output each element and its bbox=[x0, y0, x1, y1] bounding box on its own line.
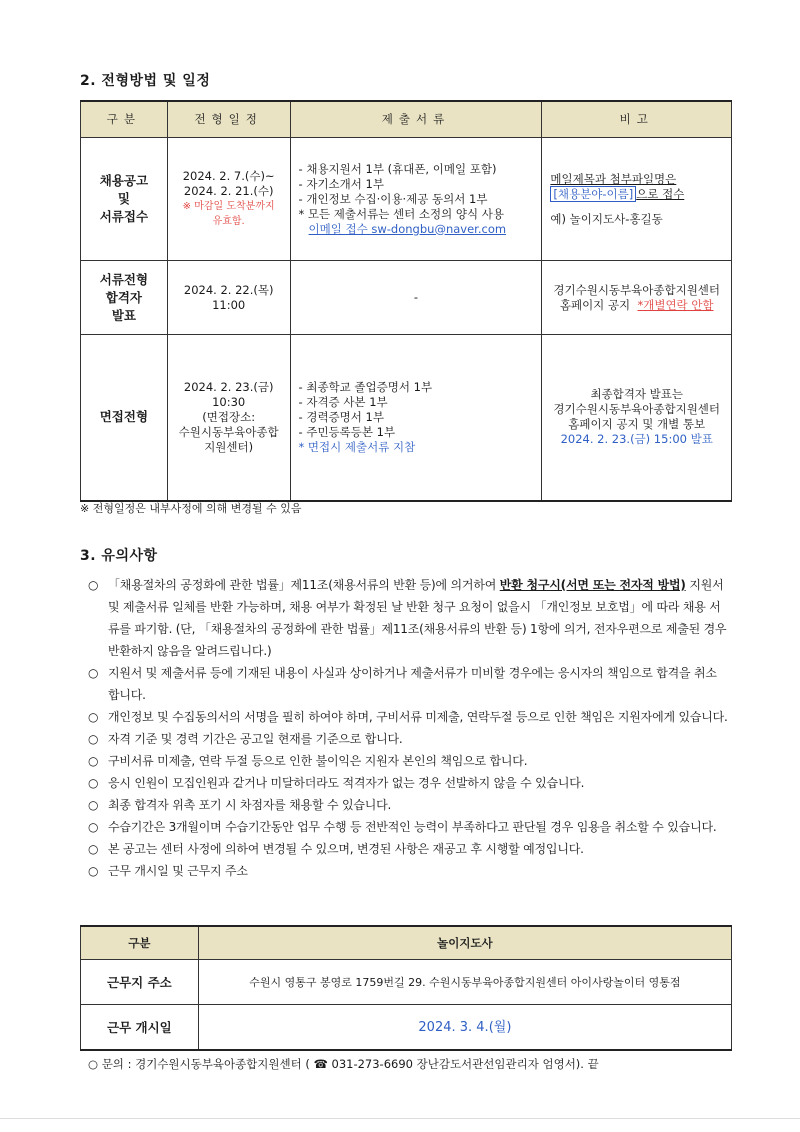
schedule-cell: 2024. 2. 7.(수)~ 2024. 2. 21.(수) ※ 마감일 도착분까지 유효함. bbox=[167, 138, 290, 261]
list-item: ○ 응시 인원이 모집인원과 같거나 미달하더라도 적격자가 없는 경우 선발하지 않을 수 있습니다. bbox=[88, 776, 585, 790]
list-item: ○ 「채용절차의 공정화에 관한 법률」제11조(채용서류의 반환 등)에 의거하여 반환 청구시(서면 또는 전자적 방법) 지원서 및 제출서류 일체를 반환 가능하며, 채용 여부가 확정된 날 반환 청구 요청이 없을시 「개인정보 보호법」에 따라 채용 서류를 파기함. (단, 「채용절차의 공정화에 관한 법률」제11조(채용서류의 반환 등) 1항에 의거, 전자우편으로 제출된 경우 반환하지 않음을 알려드립니다.) bbox=[88, 578, 727, 658]
list-item: ○ 수습기간은 3개월이며 수습기간동안 업무 수행 등 전반적인 능력이 부족하다고 판단될 경우 임용을 취소할 수 있습니다. bbox=[88, 820, 717, 834]
workplace-table bbox=[80, 925, 732, 1051]
section-2-title: 2. 전형방법 및 일정 bbox=[80, 73, 211, 89]
notice-list bbox=[88, 574, 728, 882]
category-cell: 서류전형 합격자 발표 bbox=[81, 261, 168, 335]
list-item: ○ 최종 합격자 위촉 포기 시 차점자를 채용할 수 있습니다. bbox=[88, 798, 392, 812]
remarks-cell: 경기수원시동부육아종합지원센터 홈페이지 공지 *개별연락 안함 bbox=[542, 261, 732, 335]
list-item: ○ 구비서류 미제출, 연락 두절 등으로 인한 불이익은 지원자 본인의 책임으로 합니다. bbox=[88, 754, 528, 768]
header-category: 구분 bbox=[81, 101, 168, 138]
remarks-cell: 메일제목과 첨부파일명은 [채용분야-이름] 으로 접수 예) 놀이지도사-홍길동 bbox=[542, 138, 732, 261]
schedule-table bbox=[80, 100, 732, 502]
documents-cell: - 채용지원서 1부 (휴대폰, 이메일 포함) - 자기소개서 1부 - 개인정보 수집·이용·제공 동의서 1부 * 모든 제출서류는 센터 소정의 양식 사용 이메일 접수 sw-dongbu@naver.com bbox=[290, 138, 542, 261]
schedule-note: ※ 전형일정은 내부사정에 의해 변경될 수 있음 bbox=[80, 502, 302, 515]
header-documents: 제출서류 bbox=[290, 101, 542, 138]
table-row bbox=[81, 960, 732, 1005]
schedule-cell: 2024. 2. 22.(목) 11:00 bbox=[167, 261, 290, 335]
remarks-cell: 최종합격자 발표는 경기수원시동부육아종합지원센터 홈페이지 공지 및 개별 통보 2024. 2. 23.(금) 15:00 발표 bbox=[542, 335, 732, 501]
list-item: ○ 자격 기준 및 경력 기간은 공고일 현재를 기준으로 합니다. bbox=[88, 732, 403, 746]
documents-cell: - 최종학교 졸업증명서 1부 - 자격증 사본 1부 - 경력증명서 1부 - 주민등록등본 1부 * 면접시 제출서류 지참 bbox=[290, 335, 542, 501]
table-row bbox=[81, 138, 732, 261]
header-schedule: 전형일정 bbox=[167, 101, 290, 138]
address-label: 근무지 주소 bbox=[81, 960, 199, 1005]
header-remarks: 비고 bbox=[542, 101, 732, 138]
contact-info: ○ 문의 : 경기수원시동부육아종합지원센터 ( ☎ 031-273-6690 장난감도서관선임관리자 엄영서). 끝 bbox=[88, 1057, 599, 1071]
table-row bbox=[81, 1005, 732, 1051]
documents-cell: - bbox=[290, 261, 542, 335]
header-category: 구분 bbox=[81, 926, 199, 960]
start-date-label: 근무 개시일 bbox=[81, 1005, 199, 1051]
schedule-header-row bbox=[81, 101, 732, 138]
category-cell: 채용공고 및 서류접수 bbox=[81, 138, 168, 261]
schedule-cell: 2024. 2. 23.(금) 10:30 (면접장소: 수원시동부육아종합 지원센터) bbox=[167, 335, 290, 501]
email-link[interactable]: 이메일 접수 sw-dongbu@naver.com bbox=[308, 221, 507, 236]
table-row bbox=[81, 335, 732, 501]
start-date-value: 2024. 3. 4.(월) bbox=[198, 1005, 731, 1051]
list-item: ○ 본 공고는 센터 사정에 의하여 변경될 수 있으며, 변경된 사항은 재공고 후 시행할 예정입니다. bbox=[88, 842, 584, 856]
category-cell: 면접전형 bbox=[81, 335, 168, 501]
list-item: ○ 지원서 및 제출서류 등에 기재된 내용이 사실과 상이하거나 제출서류가 미비할 경우에는 응시자의 책임으로 합격을 취소합니다. bbox=[88, 666, 717, 702]
header-position: 놀이지도사 bbox=[198, 926, 731, 960]
page-divider bbox=[0, 1118, 800, 1119]
list-item: ○ 근무 개시일 및 근무지 주소 bbox=[88, 864, 248, 878]
address-value: 수원시 영통구 봉영로 1759번길 29. 수원시동부육아종합지원센터 아이사랑놀이터 영통점 bbox=[198, 960, 731, 1005]
list-item: ○ 개인정보 및 수집동의서의 서명을 필히 하여야 하며, 구비서류 미제출, 연락두절 등으로 인한 책임은 지원자에게 있습니다. bbox=[88, 710, 728, 724]
table-row bbox=[81, 261, 732, 335]
section-3-title: 3. 유의사항 bbox=[80, 548, 158, 564]
workplace-header-row bbox=[81, 926, 732, 960]
